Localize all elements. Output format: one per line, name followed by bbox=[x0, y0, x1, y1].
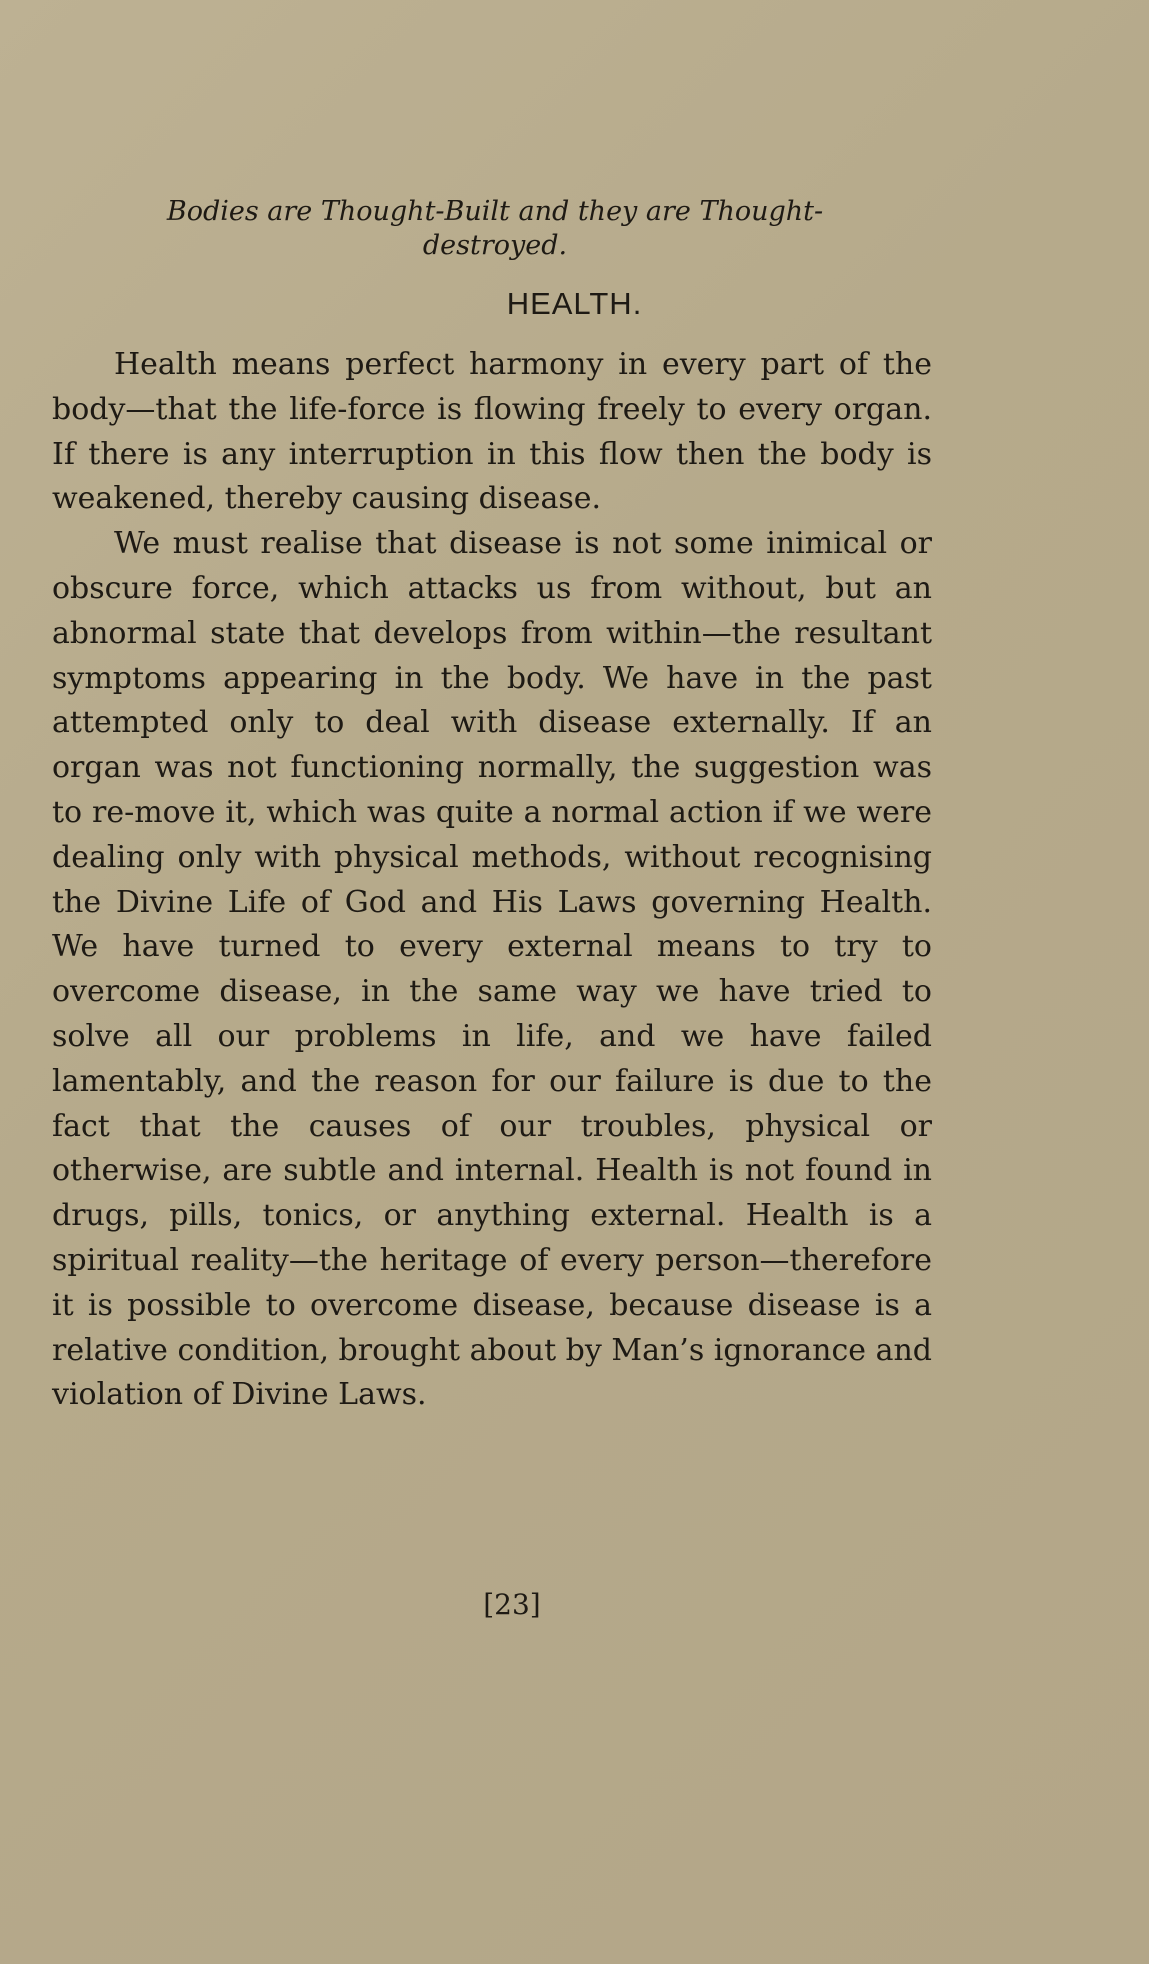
paragraph: Health means perfect harmony in every part of the body—that the life-force is flowing freely to every organ. If there is any interruption in this flow then the body is weakened, thereby causing disease. bbox=[52, 347, 932, 517]
epigraph: Bodies are Thought-Built and they are Thought-destroyed. bbox=[166, 196, 824, 261]
page-number: [23] bbox=[483, 1588, 541, 1621]
paragraph: We must realise that disease is not some inimical or obscure force, which attacks us from without, but an abnormal state that develops from within—the resultant symptoms appearing in the body. We have in the past attempted only to deal with disease externally. If an organ was not functioning normally, the suggestion was to re-move it, which was quite a normal action if we were dealing only with physical methods, without recognising the Divine Life of God and His Laws governing Health. We have turned to every external means to try to overcome disease, in the same way we have tried to solve all our problems in life, and we have failed lamentably, and the reason for our failure is due to the fact that the causes of our troubles, physical or otherwise, are subtle and internal. Health is not found in drugs, pills, tonics, or anything external. Health is a spiritual reality—the heritage of every person—therefore it is possible to overcome disease, because disease is a relative condition, brought about by Man’s ignorance and violation of Divine Laws. bbox=[52, 526, 932, 1413]
body-text bbox=[52, 343, 932, 1418]
section-heading: HEALTH. bbox=[506, 286, 643, 321]
